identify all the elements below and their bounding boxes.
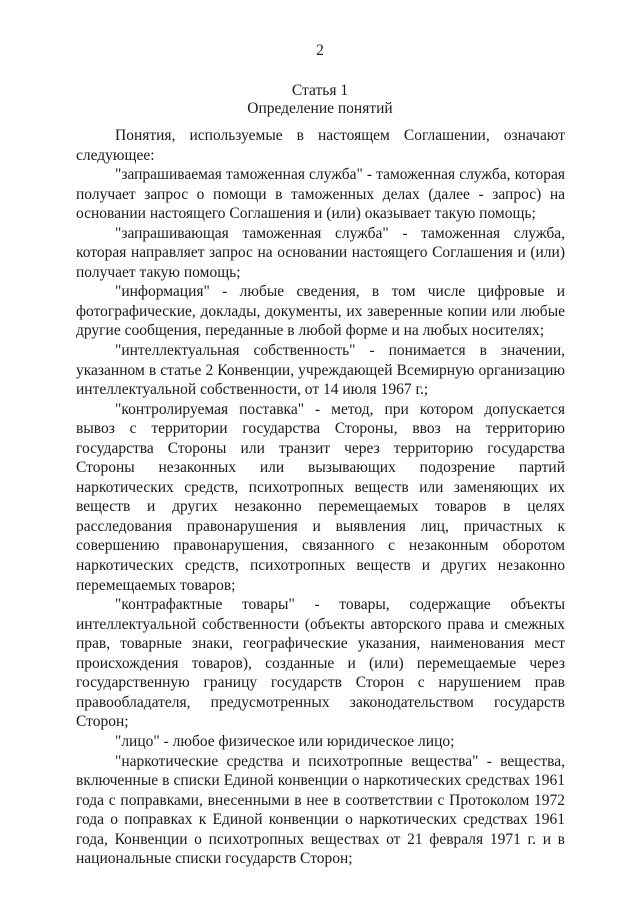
page-number: 2 bbox=[316, 42, 324, 59]
definition-narcotic-drugs: "наркотические средства и психотропные вещества" - вещества, включенные в списки Единой конвенции о наркотических средствах 1961 года с поправками, внесенными в нее в соответствии с Протоколом 1972 года о поправках к Единой конвенции о наркотических средствах 1961 года, Конвенции о психотропных веществах от 21 февраля 1971 г. и в национальные списки государств Сторон; bbox=[76, 752, 565, 868]
article-heading bbox=[0, 82, 640, 118]
article-subtitle: Определение понятий bbox=[247, 100, 393, 117]
definition-requesting-customs-service: "запрашивающая таможенная служба" - таможенная служба, которая направляет запрос на основании настоящего Соглашения и (или) получает такую помощь; bbox=[76, 224, 565, 281]
article-body bbox=[76, 126, 565, 869]
article-title: Статья 1 bbox=[291, 82, 349, 99]
paragraph-intro: Понятия, используемые в настоящем Соглашении, означают следующее: bbox=[76, 127, 565, 164]
definition-counterfeit-goods: "контрафактные товары" - товары, содержащие объекты интеллектуальной собственности (объекты авторского права и смежных прав, товарные знаки, географические указания, наименования мест происхождения товаров), созданные и (или) перемещаемые через государственную границу государств Сторон с нарушением прав правообладателя, предусмотренных законодательством государств Сторон; bbox=[76, 596, 565, 731]
definition-intellectual-property: "интеллектуальная собственность" - понимается в значении, указанном в статье 2 Конвенции, учреждающей Всемирную организацию интеллектуальной собственности, от 14 июля 1967 г.; bbox=[76, 342, 565, 399]
definition-person: "лицо" - любое физическое или юридическое лицо; bbox=[115, 732, 455, 750]
definition-information: "информация" - любые сведения, в том числе цифровые и фотографические, доклады, документы, их заверенные копии или любые другие сообщения, переданные в любой форме и на любых носителях; bbox=[76, 283, 565, 340]
definition-requested-customs-service: "запрашиваемая таможенная служба" - таможенная служба, которая получает запрос о помощи в таможенных делах (далее - запрос) на основании настоящего Соглашения и (или) оказывает такую помощь; bbox=[76, 166, 565, 223]
definition-controlled-delivery: "контролируемая поставка" - метод, при котором допускается вывоз с территории государства Стороны, ввоз на территорию государства Стороны или транзит через территорию государства Стороны незаконных или вызывающих подозрение партий наркотических средств, психотропных веществ или заменяющих их веществ и других незаконно перемещаемых товаров в целях расследования правонарушения и выявления лиц, причастных к совершению правонарушения, связанного с незаконным оборотом наркотических средств, психотропных веществ и других незаконно перемещаемых товаров; bbox=[76, 400, 565, 594]
